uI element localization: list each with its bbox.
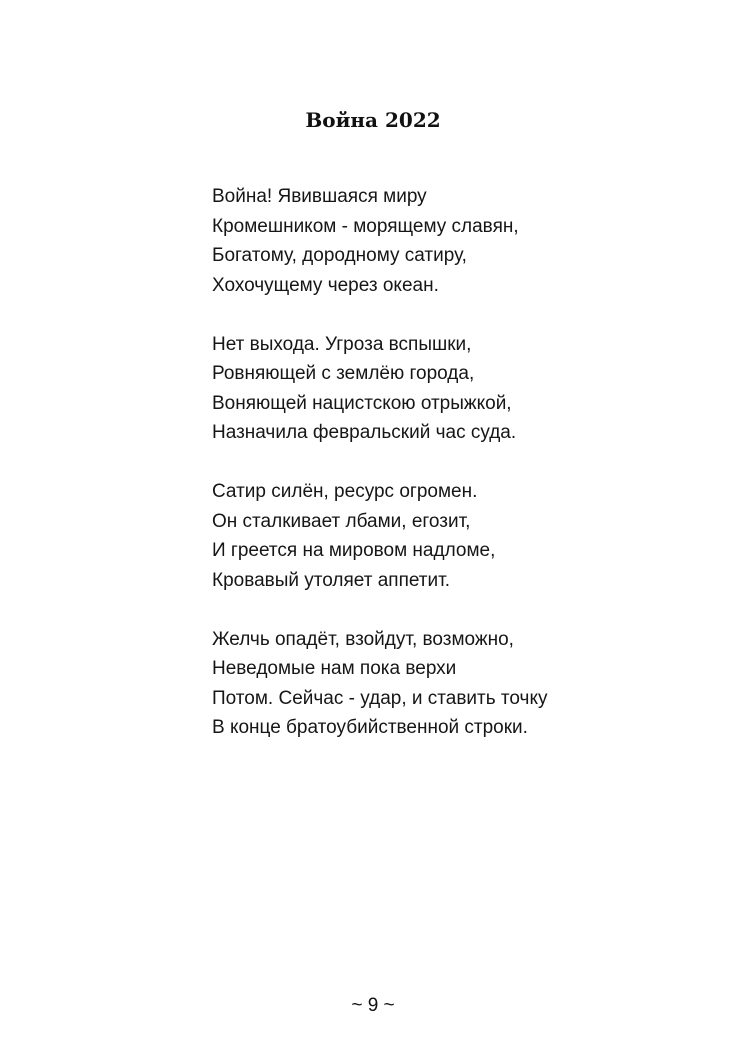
poem-line: Назначила февральский час суда. (212, 422, 517, 443)
poem-line: Неведомые нам пока верхи (212, 658, 457, 679)
poem-title: Война 2022 (305, 108, 441, 132)
poem-line: Желчь опадёт, взойдут, возможно, (212, 628, 514, 650)
poem-line: Ровняющей с землёю города, (212, 363, 475, 384)
poem-line: Воняющей нацистскою отрыжкой, (212, 392, 512, 414)
poem-line: Кромешником - морящему славян, (212, 215, 519, 237)
stanza (212, 477, 547, 595)
poem-line: В конце братоубийственной строки. (212, 717, 528, 738)
poem-line: Он сталкивает лбами, егозит, (212, 510, 471, 532)
page-number: ~ 9 ~ (351, 995, 395, 1016)
poem-line: Война! Явившаяся миру (212, 186, 427, 207)
stanza (212, 182, 547, 300)
poem-line: Нет выхода. Угроза вспышки, (212, 333, 472, 355)
poem-body (212, 182, 547, 772)
poem-line: Кровавый утоляет аппетит. (212, 569, 450, 591)
poem-line: И греется на мировом надломе, (212, 540, 496, 561)
stanza (212, 625, 547, 743)
poem-line: Потом. Сейчас - удар, и ставить точку (212, 687, 548, 709)
poem-line: Хохочущему через океан. (212, 274, 439, 296)
stanza (212, 330, 547, 448)
poem-line: Сатир силён, ресурс огромен. (212, 481, 478, 502)
poem-line: Богатому, дородному сатиру, (212, 245, 467, 266)
